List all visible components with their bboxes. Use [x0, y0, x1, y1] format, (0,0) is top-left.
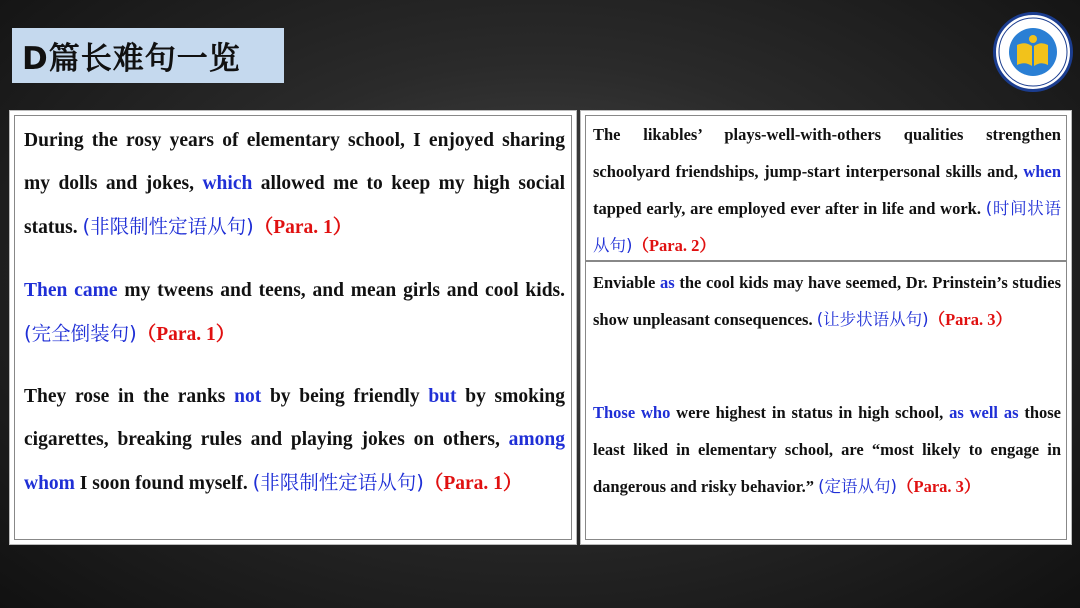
right-top-frame [585, 115, 1067, 261]
sentence-text: Enviable [593, 273, 661, 292]
paragraph-reference: （Para. 1） [423, 473, 523, 494]
grammar-note: (完全倒装句) [24, 322, 137, 345]
sentence-text: I soon found myself. [74, 473, 253, 494]
sentence-3 [24, 375, 565, 505]
key-phrase: as well as [949, 403, 1019, 422]
sentence-text: allowed me to keep my high social status. [24, 173, 565, 238]
left-inner-frame [14, 115, 572, 540]
paragraph-reference: （Para. 1） [253, 217, 353, 238]
key-phrase: Those who [593, 403, 671, 422]
key-phrase: among whom [24, 429, 565, 494]
key-phrase: as [660, 273, 675, 292]
slide-title-box [12, 28, 284, 83]
sentence-text: by smoking cigarettes, breaking rules and playing jokes on others, [24, 386, 565, 450]
key-phrase: but [428, 386, 457, 407]
key-phrase: Then came [24, 280, 118, 301]
key-phrase: when [1023, 162, 1061, 181]
grammar-note: (非限制性定语从句) [82, 215, 254, 238]
right-bottom-frame [585, 261, 1067, 540]
grammar-note: (时间状语从句) [593, 199, 1062, 255]
sentence-5 [593, 264, 1061, 338]
sentence-text: The likables’ plays-well-with-others qualities strengthen schoolyard friendships, jump-start interpersonal skills and, [593, 125, 1061, 181]
left-sentence-panel [9, 110, 577, 545]
sentence-text: During the rosy years of elementary school, I enjoyed sharing my dolls and jokes, [24, 130, 565, 194]
sentence-text: my tweens and teens, and mean girls and cool kids. [117, 280, 566, 301]
sentence-text: were highest in status in high school, [670, 403, 950, 422]
sentence-6 [593, 394, 1061, 505]
sentence-2 [24, 269, 565, 356]
grammar-note: (让步状语从句) [816, 310, 929, 329]
key-phrase: not [234, 386, 262, 407]
paragraph-reference: （Para. 1） [136, 324, 236, 345]
sentence-text: by being friendly [261, 386, 429, 407]
grammar-note: (定语从句) [818, 477, 897, 496]
key-phrase: which [202, 173, 253, 194]
victor-english-logo [993, 12, 1073, 92]
grammar-note: (非限制性定语从句) [252, 471, 424, 494]
right-sentence-panel [580, 110, 1072, 545]
paragraph-reference: （Para. 3） [896, 477, 981, 496]
slide-title: D篇长难句一览 [22, 41, 241, 77]
sentence-text: the cool kids may have seemed, Dr. Prinstein’s studies show unpleasant consequences. [593, 273, 1061, 329]
paragraph-reference: （Para. 2） [632, 236, 716, 255]
sentence-text: They rose in the ranks [24, 386, 235, 407]
sentence-4 [593, 116, 1061, 264]
sentence-1 [24, 119, 565, 249]
book-icon [996, 15, 1070, 89]
sentence-text: those least liked in elementary school, are “most likely to engage in dangerous and risky behavior.” [593, 403, 1061, 496]
sentence-text: tapped early, are employed ever after in life and work. [593, 199, 986, 218]
paragraph-reference: （Para. 3） [928, 310, 1012, 329]
